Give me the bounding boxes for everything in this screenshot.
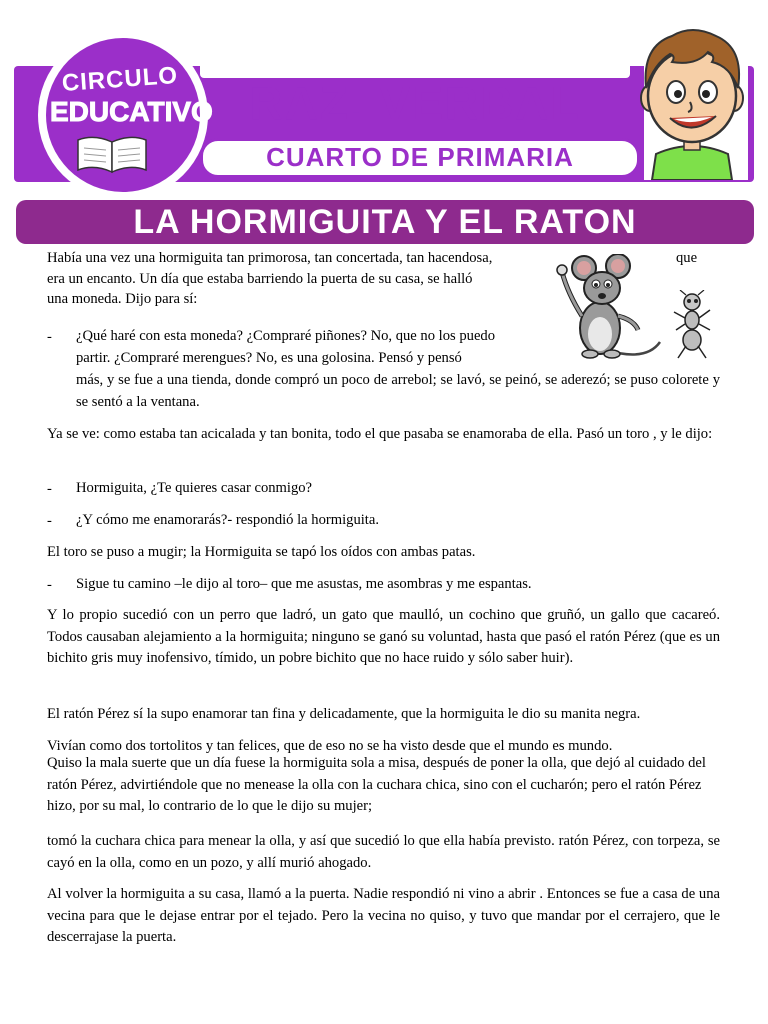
subject-title: RAZ. VERBAL bbox=[249, 77, 581, 129]
logo-line1: CIRCULO bbox=[60, 61, 179, 98]
title-panel bbox=[200, 8, 630, 78]
paragraph-7: tomó la cuchara chica para menear la olla, y así que sucedió lo que ella había previsto. ratón Pérez, con torpeza, se cayó en la olla, como en un pozo, y allí murió ahogado. bbox=[47, 833, 720, 871]
dialogue-dash: - bbox=[47, 577, 52, 593]
grade-subtitle: CUARTO DE PRIMARIA bbox=[266, 142, 574, 172]
paragraph-8: Al volver la hormiguita a su casa, llamó a la puerta. Nadie respondió ni vino a abrir . Entonces se fue a casa de una vecina para que le dejase entrar por el tejado. Pero la vecina no quiso, y tuvo que mandar por el cerrajero, que le descerrajase la puerta. bbox=[47, 886, 720, 945]
dialogue-dash: - bbox=[47, 513, 52, 529]
story-title: LA HORMIGUITA Y EL RATON bbox=[133, 203, 637, 241]
paragraph-6-line-1: Vivían como dos tortolitos y tan felices, que de eso no se ha visto desde que el mundo es mundo. bbox=[47, 738, 613, 754]
paragraph-1-line-3: una moneda. Dijo para sí: bbox=[47, 291, 198, 307]
paragraph-1-que: que bbox=[676, 250, 698, 266]
mouse-illustration bbox=[556, 254, 666, 364]
dialogue-1-line-3: más, y se fue a una tienda, donde compró un poco de arrebol; se lavó, se peinó, se aderezó; se puso colorete y se sentó a la ventana. bbox=[76, 372, 720, 410]
boy-character bbox=[632, 16, 752, 180]
paragraph-4: Y lo propio sucedió con un perro que ladró, un gato que maulló, un cochino que gruñó, un gallo que cacareó. Todos causaban alejamiento a la hormiguita; ninguno se ganó su voluntad, hasta que pasó el ratón Pérez (que es un bichito gris muy inofensivo, tímido, un pobre bichito que no hace ruido y sólo saber huir). bbox=[47, 607, 720, 666]
paragraph-6: Quiso la mala suerte que un día fuese la hormiguita sola a misa, después de poner la olla, que dejó al cuidado del ratón Pérez, advirtiéndole que no menease la olla con la cuchara chica, sino con el cucharón; pero el ratón Pérez hizo, por su mal, lo contrario de lo que le dijo su mujer; bbox=[47, 755, 706, 814]
dialogue-1-line-2: partir. ¿Compraré merengues? No, es una golosina. Pensó y pensó bbox=[76, 350, 462, 366]
paragraph-1-line-1: Había una vez una hormiguita tan primorosa, tan concertada, tan hacendosa, bbox=[47, 250, 493, 266]
book-icon bbox=[74, 134, 150, 174]
ant-illustration bbox=[670, 290, 716, 360]
dialogue-4: Sigue tu camino –le dijo al toro– que me asustas, me asombras y me espantas. bbox=[76, 576, 532, 592]
paragraph-1-line-2: era un encanto. Un día que estaba barriendo la puerta de su casa, se halló bbox=[47, 271, 473, 287]
paragraph-2: Ya se ve: como estaba tan acicalada y tan bonita, todo el que pasaba se enamoraba de ella. Pasó un toro , y le dijo: bbox=[47, 426, 713, 442]
logo-line2: EDUCATIVO bbox=[50, 96, 213, 127]
dialogue-dash: - bbox=[47, 481, 52, 497]
paragraph-3: El toro se puso a mugir; la Hormiguita se tapó los oídos con ambas patas. bbox=[47, 544, 476, 560]
dialogue-1-line-1: ¿Qué haré con esta moneda? ¿Compraré piñones? No, que no los puedo bbox=[76, 328, 496, 344]
dialogue-dash: - bbox=[47, 329, 52, 345]
dialogue-3: ¿Y cómo me enamorarás?- respondió la hormiguita. bbox=[76, 512, 379, 528]
paragraph-5: El ratón Pérez sí la supo enamorar tan fina y delicadamente, que la hormiguita le dio su manita negra. bbox=[47, 706, 641, 722]
dialogue-2: Hormiguita, ¿Te quieres casar conmigo? bbox=[76, 480, 313, 496]
